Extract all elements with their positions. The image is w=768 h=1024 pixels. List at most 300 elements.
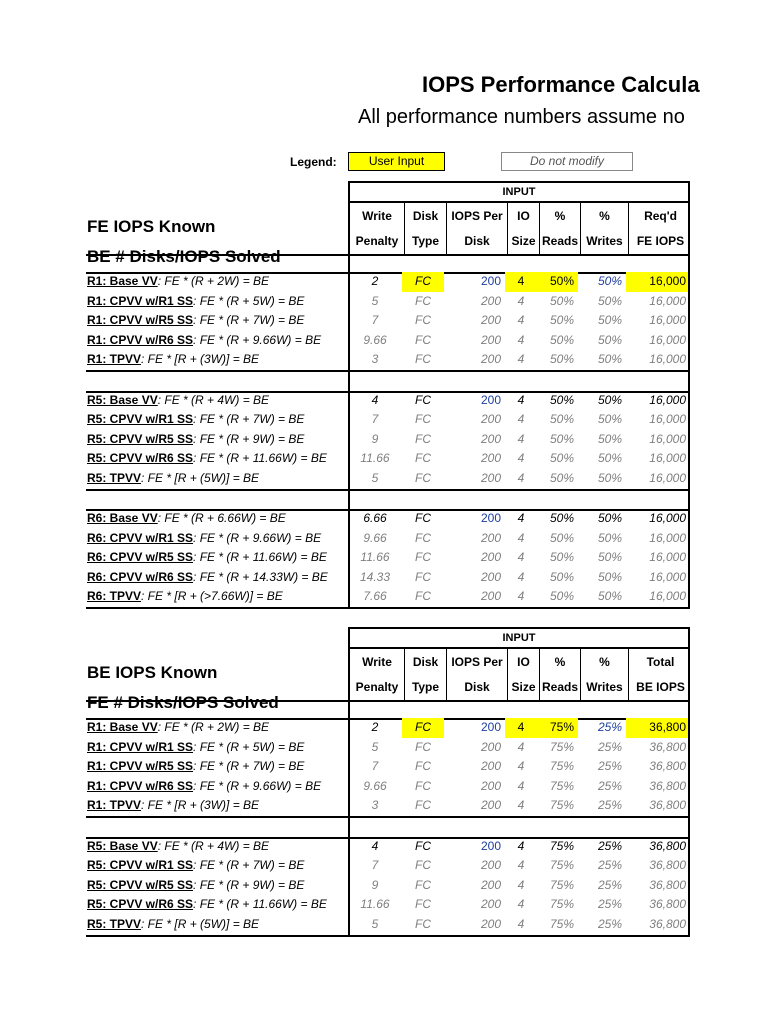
column-header [539, 203, 580, 254]
legend-user-input-swatch: User Input [348, 152, 445, 171]
raid-formula: : FE * (R + 7W) = BE [193, 759, 305, 774]
cell-io: 4 [517, 778, 525, 793]
cell-iops: 200 [480, 877, 501, 892]
raid-formula: : FE * [R + (3W)] = BE [141, 352, 260, 367]
cell-writes: 50% [597, 274, 622, 288]
table-row [86, 548, 690, 568]
column-header-line1: % [599, 654, 610, 669]
raid-formula: : FE * (R + 5W) = BE [193, 739, 305, 754]
cell-reads: 50% [549, 392, 574, 407]
cell-fe: 36,800 [649, 759, 686, 774]
cell-reads: 75% [549, 838, 574, 853]
raid-config-code: R6: TPVV [87, 589, 142, 604]
cell-iops: 200 [480, 720, 501, 734]
section-heading-secondary: FE # Disks/IOPS Solved [87, 693, 279, 712]
raid-formula: : FE * (R + 11.66W) = BE [193, 550, 327, 565]
row-formula-label [87, 274, 269, 288]
cell-reads: 75% [549, 916, 574, 931]
column-header-line2: Disk [464, 234, 490, 249]
raid-formula: : FE * (R + 9W) = BE [193, 877, 305, 892]
cell-writes: 50% [597, 392, 622, 407]
row-formula-label [87, 412, 304, 426]
cell-wp: 4 [371, 838, 379, 853]
cell-reads: 50% [549, 530, 574, 545]
cell-writes: 50% [597, 332, 622, 347]
row-formula-label [87, 589, 283, 603]
raid-formula: : FE * (R + 7W) = BE [193, 412, 305, 427]
cell-iops: 200 [480, 589, 501, 604]
cell-wp: 5 [371, 470, 379, 485]
header-bottom-border [86, 700, 690, 702]
raid-config-code: R5: TPVV [87, 470, 142, 485]
column-header [350, 203, 404, 254]
column-header-line1: Req'd [644, 208, 677, 223]
table-right-border [688, 203, 690, 607]
cell-reads: 50% [549, 332, 574, 347]
cell-reads: 75% [549, 858, 574, 873]
cell-wp: 6.66 [363, 511, 387, 525]
cell-dt: FC [415, 877, 431, 892]
raid-config-code: R5: TPVV [87, 916, 142, 931]
cell-dt: FC [415, 451, 431, 466]
cell-iops: 200 [480, 778, 501, 793]
cell-reads[interactable]: 75% [537, 718, 578, 738]
cell-iops: 200 [480, 897, 501, 912]
raid-config-code: R5: CPVV w/R5 SS [87, 431, 194, 446]
group-bottom-border [86, 607, 690, 609]
row-formula-label [87, 432, 304, 446]
table-row [86, 587, 690, 607]
table-row [86, 272, 690, 292]
group-bottom-border [86, 489, 690, 491]
column-header-line2: Type [411, 680, 440, 695]
row-formula-label [87, 451, 327, 465]
table-row [86, 311, 690, 331]
table-row [86, 449, 690, 469]
row-formula-label [87, 531, 321, 545]
cell-wp: 9.66 [363, 530, 387, 545]
row-formula-label [87, 858, 304, 872]
row-formula-label [87, 333, 321, 347]
table-row [86, 430, 690, 450]
raid-config-code: R1: CPVV w/R6 SS [87, 332, 194, 347]
cell-reads: 50% [549, 313, 574, 328]
table-row [86, 568, 690, 588]
cell-writes: 50% [597, 530, 622, 545]
table-row [86, 469, 690, 489]
header-bottom-border [86, 254, 690, 256]
table-row [86, 796, 690, 816]
cell-dt: FC [415, 569, 431, 584]
cell-io: 4 [517, 759, 525, 774]
raid-config-code: R1: CPVV w/R5 SS [87, 759, 194, 774]
cell-fe: 36,800 [649, 877, 686, 892]
cell-io: 4 [517, 431, 525, 446]
cell-wp: 9 [371, 877, 379, 892]
raid-config-code: R1: CPVV w/R5 SS [87, 313, 194, 328]
cell-reads: 50% [549, 569, 574, 584]
table-row [86, 856, 690, 876]
cell-dt: FC [415, 392, 431, 407]
table-row [86, 837, 690, 857]
row-formula-label [87, 839, 269, 853]
column-header [580, 649, 628, 700]
cell-writes: 25% [597, 838, 622, 853]
page-title: IOPS Performance Calcula [422, 72, 700, 97]
cell-writes: 50% [597, 589, 622, 604]
column-header-line1: % [554, 654, 566, 669]
row-formula-label [87, 550, 327, 564]
cell-wp: 5 [371, 916, 379, 931]
column-header-line1: % [599, 208, 610, 223]
cell-writes: 50% [597, 352, 622, 367]
cell-reads: 75% [549, 877, 574, 892]
column-header-line1: Total [646, 654, 675, 669]
raid-formula: : FE * [R + (3W)] = BE [141, 798, 260, 813]
cell-iops: 200 [480, 470, 501, 485]
raid-config-code: R1: Base VV [87, 720, 158, 734]
cell-writes: 50% [597, 511, 622, 525]
table-row [86, 529, 690, 549]
raid-formula: : FE * (R + 2W) = BE [157, 274, 270, 288]
cell-fe: 16,000 [649, 352, 686, 367]
cell-wp: 5 [371, 739, 379, 754]
table-row [86, 350, 690, 370]
raid-config-code: R1: TPVV [87, 798, 142, 813]
cell-dt: FC [415, 838, 431, 853]
column-header-line2: Penalty [355, 234, 399, 249]
column-header-line1: Disk [412, 654, 439, 669]
raid-config-code: R1: TPVV [87, 352, 142, 367]
cell-reads: 75% [549, 759, 574, 774]
cell-iops: 200 [480, 352, 501, 367]
cell-io: 4 [517, 877, 525, 892]
raid-config-code: R1: Base VV [87, 274, 158, 288]
cell-fe: 16,000 [649, 431, 686, 446]
cell-fe: 36,800 [649, 897, 686, 912]
cell-dt: FC [415, 293, 431, 308]
cell-writes: 25% [597, 897, 622, 912]
raid-formula: : FE * (R + 11.66W) = BE [193, 897, 327, 912]
raid-formula: : FE * [R + (>7.66W)] = BE [141, 589, 283, 604]
cell-writes: 50% [597, 431, 622, 446]
table-row [86, 895, 690, 915]
cell-io: 4 [517, 838, 525, 853]
column-header-line2: Reads [541, 680, 579, 695]
cell-io: 4 [517, 589, 525, 604]
cell-fe: 16,000 [649, 451, 686, 466]
cell-io: 4 [517, 392, 525, 407]
cell-wp: 7 [371, 313, 379, 328]
cell-reads: 50% [549, 550, 574, 565]
group-bottom-border [86, 935, 690, 937]
cell-fe[interactable]: 36,800 [626, 718, 690, 738]
cell-writes: 50% [597, 470, 622, 485]
cell-dt: FC [415, 313, 431, 328]
column-header-line2: BE IOPS [636, 680, 685, 695]
cell-io: 4 [517, 897, 525, 912]
column-header [404, 649, 446, 700]
cell-io: 4 [517, 313, 525, 328]
table-row [86, 410, 690, 430]
cell-fe[interactable]: 16,000 [626, 272, 690, 292]
cell-iops: 200 [480, 274, 501, 288]
table-row [86, 757, 690, 777]
table-row [86, 777, 690, 797]
cell-reads: 75% [549, 798, 574, 813]
raid-formula: : FE * (R + 4W) = BE [157, 838, 270, 853]
input-header: INPUT [348, 627, 690, 649]
cell-wp: 3 [371, 352, 379, 367]
cell-fe: 16,000 [649, 412, 686, 427]
cell-iops: 200 [480, 412, 501, 427]
cell-fe: 16,000 [649, 332, 686, 347]
cell-reads[interactable]: 50% [537, 272, 578, 292]
cell-writes: 25% [597, 858, 622, 873]
cell-wp: 7 [371, 858, 379, 873]
cell-io: 4 [517, 916, 525, 931]
cell-iops: 200 [480, 332, 501, 347]
cell-fe: 16,000 [649, 569, 686, 584]
column-header-line1: Disk [412, 208, 439, 223]
column-header-line1: IO [517, 208, 530, 223]
cell-wp: 11.66 [360, 451, 390, 466]
cell-fe: 36,800 [649, 838, 686, 853]
cell-reads: 75% [549, 778, 574, 793]
cell-wp: 2 [371, 274, 379, 288]
cell-dt: FC [415, 589, 431, 604]
row-formula-label [87, 471, 259, 485]
legend-label: Legend: [290, 155, 337, 169]
raid-config-code: R6: CPVV w/R6 SS [87, 569, 194, 584]
cell-io: 4 [517, 352, 525, 367]
raid-formula: : FE * (R + 7W) = BE [193, 858, 305, 873]
cell-iops: 200 [480, 431, 501, 446]
cell-io[interactable]: 4 [505, 272, 537, 292]
column-header [446, 203, 507, 254]
raid-config-code: R6: Base VV [87, 511, 158, 525]
cell-io: 4 [517, 293, 525, 308]
cell-reads: 50% [549, 412, 574, 427]
cell-dt: FC [415, 332, 431, 347]
cell-dt: FC [415, 530, 431, 545]
raid-config-code: R5: CPVV w/R5 SS [87, 877, 194, 892]
row-formula-label [87, 294, 304, 308]
cell-io: 4 [517, 451, 525, 466]
cell-writes: 50% [597, 569, 622, 584]
cell-fe: 36,800 [649, 739, 686, 754]
raid-formula: : FE * (R + 5W) = BE [193, 293, 305, 308]
cell-dt: FC [415, 778, 431, 793]
raid-config-code: R6: CPVV w/R5 SS [87, 550, 194, 565]
table-left-border [348, 649, 350, 935]
cell-io[interactable]: 4 [505, 718, 537, 738]
cell-reads: 50% [549, 511, 574, 525]
cell-reads: 50% [549, 451, 574, 466]
table-row [86, 718, 690, 738]
group-bottom-border [86, 816, 690, 818]
cell-iops: 200 [480, 798, 501, 813]
column-header-line2: Disk [464, 680, 490, 695]
column-header [507, 203, 539, 254]
cell-iops: 200 [480, 739, 501, 754]
raid-formula: : FE * (R + 9W) = BE [193, 431, 305, 446]
cell-writes: 50% [597, 451, 622, 466]
cell-iops: 200 [480, 759, 501, 774]
cell-iops: 200 [480, 511, 501, 525]
cell-io: 4 [517, 332, 525, 347]
cell-wp: 11.66 [360, 897, 390, 912]
cell-iops: 200 [480, 451, 501, 466]
cell-iops: 200 [480, 858, 501, 873]
cell-dt: FC [415, 798, 431, 813]
column-header-line1: IOPS Per [451, 208, 503, 223]
column-header-line1: IO [517, 654, 530, 669]
cell-writes: 50% [597, 293, 622, 308]
cell-writes: 50% [597, 313, 622, 328]
table-left-border [348, 203, 350, 607]
cell-writes: 25% [597, 778, 622, 793]
cell-reads: 50% [549, 352, 574, 367]
row-formula-label [87, 897, 327, 911]
raid-formula: : FE * (R + 7W) = BE [193, 313, 305, 328]
cell-writes: 25% [597, 798, 622, 813]
cell-iops: 200 [480, 916, 501, 931]
raid-formula: : FE * [R + (5W)] = BE [141, 916, 260, 931]
cell-wp: 5 [371, 293, 379, 308]
cell-fe: 16,000 [649, 392, 686, 407]
column-header-line2: Type [411, 234, 440, 249]
table-row [86, 738, 690, 758]
raid-config-code: R5: CPVV w/R1 SS [87, 858, 194, 873]
raid-config-code: R1: CPVV w/R1 SS [87, 739, 194, 754]
cell-writes: 25% [597, 739, 622, 754]
cell-iops: 200 [480, 313, 501, 328]
table-row [86, 331, 690, 351]
cell-iops: 200 [480, 392, 501, 407]
cell-reads: 50% [549, 293, 574, 308]
cell-fe: 36,800 [649, 798, 686, 813]
column-header [350, 649, 404, 700]
column-header [628, 203, 692, 254]
column-header [446, 649, 507, 700]
raid-formula: : FE * (R + 11.66W) = BE [193, 451, 327, 466]
cell-io: 4 [517, 550, 525, 565]
raid-formula: : FE * (R + 9.66W) = BE [193, 778, 322, 793]
column-header [628, 649, 692, 700]
raid-config-code: R5: Base VV [87, 392, 158, 407]
raid-formula: : FE * [R + (5W)] = BE [141, 470, 260, 485]
cell-iops: 200 [480, 569, 501, 584]
cell-dt[interactable]: FC [402, 718, 444, 738]
cell-fe: 16,000 [649, 470, 686, 485]
cell-dt: FC [415, 511, 431, 525]
column-header-line2: Writes [586, 234, 623, 249]
row-formula-label [87, 759, 304, 773]
table-row [86, 292, 690, 312]
column-header-line2: Size [511, 680, 536, 695]
column-header [404, 203, 446, 254]
row-formula-label [87, 779, 321, 793]
cell-fe: 16,000 [649, 530, 686, 545]
row-formula-label [87, 740, 304, 754]
column-header-line1: Write [362, 654, 392, 669]
column-header-line2: Writes [586, 680, 623, 695]
cell-iops: 200 [480, 838, 501, 853]
page-subtitle: All performance numbers assume no [358, 106, 685, 128]
cell-fe: 36,800 [649, 778, 686, 793]
cell-io: 4 [517, 511, 525, 525]
section-heading-primary: BE IOPS Known [87, 663, 218, 682]
column-header-line2: Size [511, 234, 536, 249]
column-header-line1: % [554, 208, 566, 223]
cell-dt: FC [415, 470, 431, 485]
table-row [86, 509, 690, 529]
cell-fe: 16,000 [649, 550, 686, 565]
cell-writes: 50% [597, 550, 622, 565]
cell-wp: 7 [371, 759, 379, 774]
row-formula-label [87, 511, 286, 525]
cell-reads: 50% [549, 589, 574, 604]
cell-wp: 9 [371, 431, 379, 446]
cell-wp: 9.66 [363, 778, 387, 793]
row-formula-label [87, 917, 259, 931]
cell-fe: 16,000 [649, 293, 686, 308]
column-header-line2: FE IOPS [636, 234, 685, 249]
cell-dt: FC [415, 897, 431, 912]
column-header-row [348, 649, 690, 700]
cell-wp: 9.66 [363, 332, 387, 347]
cell-wp: 2 [371, 720, 379, 734]
cell-iops: 200 [480, 530, 501, 545]
cell-fe: 16,000 [649, 313, 686, 328]
table-row [86, 915, 690, 935]
cell-iops: 200 [480, 550, 501, 565]
cell-fe: 16,000 [649, 511, 686, 525]
cell-writes: 25% [597, 916, 622, 931]
column-header-line2: Penalty [355, 680, 399, 695]
cell-writes: 25% [597, 877, 622, 892]
row-formula-label [87, 798, 259, 812]
legend-do-not-modify-swatch: Do not modify [501, 152, 633, 171]
raid-formula: : FE * (R + 6.66W) = BE [157, 511, 286, 525]
cell-wp: 3 [371, 798, 379, 813]
row-formula-label [87, 393, 269, 407]
cell-dt[interactable]: FC [402, 272, 444, 292]
cell-io: 4 [517, 530, 525, 545]
cell-io: 4 [517, 412, 525, 427]
cell-fe: 16,000 [649, 589, 686, 604]
cell-io: 4 [517, 569, 525, 584]
cell-reads: 75% [549, 897, 574, 912]
raid-formula: : FE * (R + 2W) = BE [157, 720, 270, 734]
row-formula-label [87, 570, 328, 584]
section-heading-primary: FE IOPS Known [87, 217, 216, 236]
raid-config-code: R5: CPVV w/R6 SS [87, 897, 194, 912]
cell-io: 4 [517, 470, 525, 485]
cell-fe: 36,800 [649, 916, 686, 931]
cell-wp: 7.66 [363, 589, 387, 604]
cell-fe: 36,800 [649, 858, 686, 873]
column-header-line1: Write [362, 208, 392, 223]
cell-dt: FC [415, 412, 431, 427]
raid-formula: : FE * (R + 9.66W) = BE [193, 530, 322, 545]
table-row [86, 876, 690, 896]
cell-reads: 75% [549, 739, 574, 754]
cell-dt: FC [415, 352, 431, 367]
column-header-line1: IOPS Per [451, 654, 503, 669]
table-row [86, 391, 690, 411]
